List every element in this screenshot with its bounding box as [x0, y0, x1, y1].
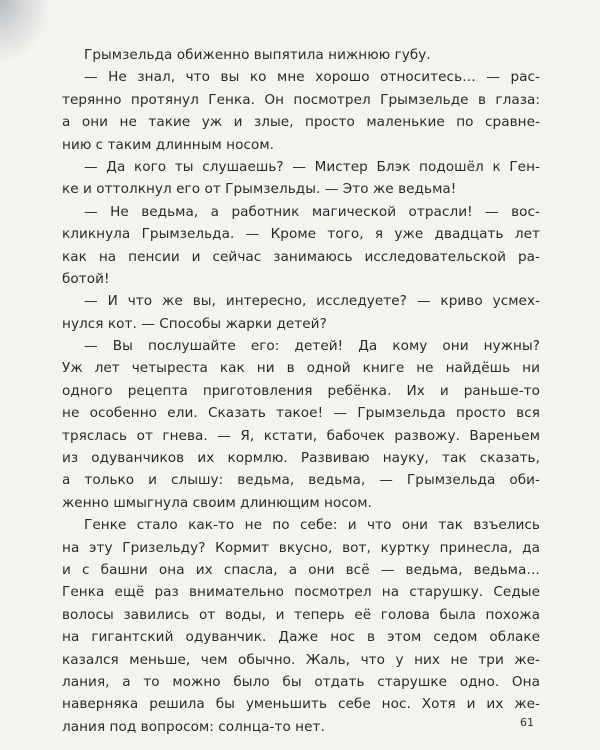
- text-line: на эту Гризельду? Кормит вкусно, вот, куртку принесла, да: [62, 539, 540, 556]
- text-line: а только и слышу: ведьма, ведьма, — Грымзельда оби-: [62, 472, 540, 489]
- text-line: — И что же вы, интересно, исследуете? — криво усмех-: [84, 293, 540, 310]
- text-line: Уж лет четыреста как ни в одной книге не найдёшь ни: [62, 360, 540, 377]
- text-line: терянно протянул Генка. Он посмотрел Грымзельде в глаза:: [62, 91, 540, 108]
- page-corner-shadow: [0, 0, 48, 60]
- text-line: Генке стало как-то не по себе: и что они так взъелись: [84, 517, 540, 534]
- text-line: женно шмыгнула своим длинющим носом.: [62, 494, 372, 511]
- body-text: [62, 44, 540, 738]
- text-line: — Не знал, что вы ко мне хорошо относитесь… — рас-: [84, 69, 540, 86]
- text-line: — Вы послушайте его: детей! Да кому они нужны?: [84, 338, 540, 355]
- text-line: наверняка решила бы уменьшить себе нос. Хотя и их же-: [62, 696, 540, 713]
- text-line: и с башни она их спасла, а они всё — ведьма, ведьма…: [62, 561, 540, 578]
- text-line: кликнула Грымзельда. — Кроме того, я уже двадцать лет: [62, 226, 540, 243]
- text-line: Грымзельда обиженно выпятила нижнюю губу.: [84, 47, 431, 63]
- text-line: нию с таким длинным носом.: [62, 136, 275, 153]
- text-line: лания под вопросом: солнца-то нет.: [62, 718, 325, 735]
- text-line: на гигантский одуванчик. Даже нос в этом седом облаке: [62, 629, 540, 646]
- text-line: не особенно ели. Сказать такое! — Грымзельда просто вся: [62, 405, 540, 422]
- text-line: а они не такие уж и злые, просто маленькие по сравне-: [62, 114, 540, 131]
- text-line: ке и оттолкнул его от Грымзельды. — Это же ведьма!: [62, 181, 457, 198]
- text-line: ботой!: [62, 270, 110, 287]
- text-line: из одуванчиков их кормлю. Развиваю науку, так сказать,: [62, 450, 540, 467]
- text-line: как на пенсии и сейчас занимаюсь исследовательской ра-: [62, 248, 540, 265]
- text-line: Генка ещё раз внимательно посмотрел на старушку. Седые: [62, 584, 540, 601]
- text-line: — Да кого ты слушаешь? — Мистер Блэк подошёл к Ген-: [84, 158, 540, 175]
- text-line: одного рецепта приготовления ребёнка. Их и раньше-то: [62, 382, 540, 399]
- text-line: лания, а то можно было бы отдать старушке одно. Она: [62, 673, 540, 690]
- text-line: нулся кот. — Способы жарки детей?: [62, 315, 327, 332]
- page-number: 61: [520, 716, 534, 729]
- text-line: волосы завились от воды, и теперь её голова была похожа: [62, 606, 540, 623]
- text-line: — Не ведьма, а работник магической отрасли! — вос-: [84, 203, 540, 220]
- text-line: тряслась от гнева. — Я, кстати, бабочек развожу. Вареньем: [62, 427, 540, 444]
- text-line: казался меньше, чем обычно. Жаль, что у них не три же-: [62, 651, 540, 668]
